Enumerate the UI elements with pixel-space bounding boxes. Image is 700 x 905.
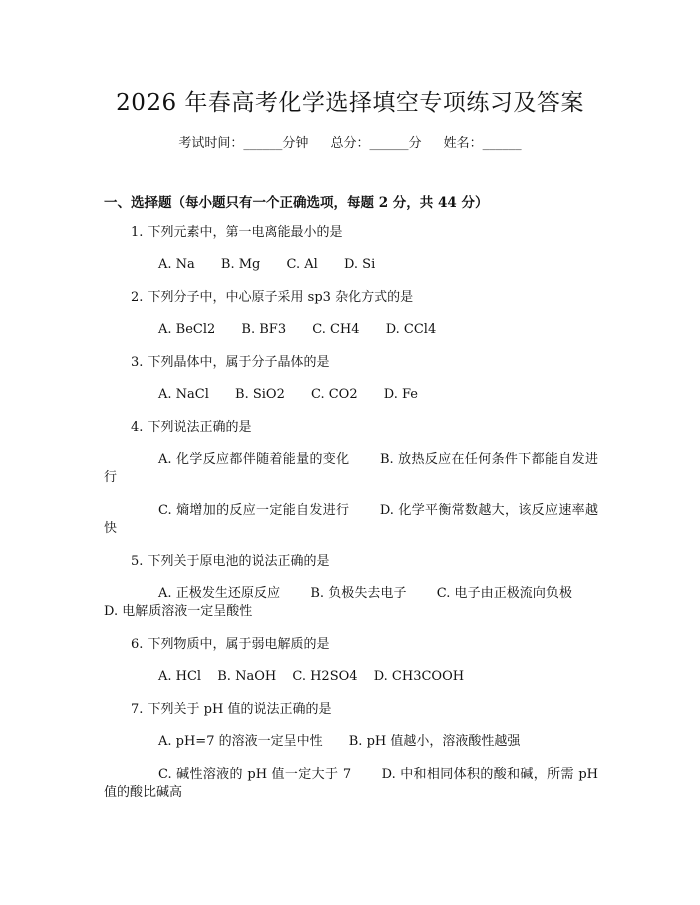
option-b: B. pH 值越小，溶液酸性越强 — [348, 734, 521, 749]
student-name: 姓名：______ — [443, 136, 522, 151]
option-a: A. 化学反应都伴随着能量的变化 — [158, 452, 350, 467]
option-a: A. 正极发生还原反应 — [158, 586, 281, 601]
question-6 — [104, 636, 598, 686]
option-a: A. NaCl — [158, 387, 209, 402]
option-a: A. BeCl2 — [158, 322, 216, 337]
option-b: B. SiO2 — [235, 387, 285, 402]
question-stem: 2. 下列分子中，中心原子采用 sp3 杂化方式的是 — [131, 290, 414, 305]
option-a: A. HCl — [158, 669, 202, 684]
question-stem: 5. 下列关于原电池的说法正确的是 — [131, 554, 330, 569]
option-c: C. 熵增加的反应一定能自发进行 — [158, 503, 350, 518]
option-list — [104, 585, 598, 621]
question-stem: 3. 下列晶体中，属于分子晶体的是 — [131, 355, 330, 370]
option-list — [158, 321, 598, 339]
option-c: C. CO2 — [310, 387, 358, 402]
option-list — [158, 668, 598, 686]
option-d: D. Fe — [383, 387, 418, 402]
option-list — [158, 386, 598, 404]
option-d: D. 电解质溶液一定呈酸性 — [104, 604, 253, 619]
option-list — [104, 766, 598, 802]
option-a: A. Na — [158, 257, 195, 272]
option-list — [158, 256, 598, 274]
option-d: D. 中和相同体积的酸和碱，所需 pH 值的酸比碱高 — [104, 767, 599, 800]
option-b: B. Mg — [220, 257, 261, 272]
option-b: B. 负极失去电子 — [310, 586, 407, 601]
question-1 — [104, 224, 598, 274]
exam-meta — [0, 132, 700, 151]
option-b: B. 放热反应在任何条件下都能自发进行 — [104, 452, 598, 485]
option-list — [158, 733, 598, 751]
question-list — [104, 224, 598, 817]
option-d: D. Si — [343, 257, 376, 272]
option-list — [104, 451, 598, 487]
option-d: D. 化学平衡常数越大，该反应速率越快 — [104, 503, 598, 536]
option-c: C. 电子由正极流向负极 — [436, 586, 572, 601]
question-2 — [104, 289, 598, 339]
option-c: C. CH4 — [312, 322, 360, 337]
option-c: C. 碱性溶液的 pH 值一定大于 7 — [158, 767, 352, 782]
option-a: A. pH=7 的溶液一定呈中性 — [158, 734, 323, 749]
question-stem: 4. 下列说法正确的是 — [131, 420, 252, 435]
option-d: D. CH3COOH — [373, 669, 465, 684]
question-3 — [104, 354, 598, 404]
question-stem: 1. 下列元素中，第一电离能最小的是 — [131, 225, 343, 240]
exam-time: 考试时间：______分钟 — [178, 136, 309, 151]
question-stem: 6. 下列物质中，属于弱电解质的是 — [131, 637, 330, 652]
question-4 — [104, 419, 598, 538]
option-c: C. Al — [286, 257, 318, 272]
option-c: C. H2SO4 — [292, 669, 358, 684]
question-5 — [104, 553, 598, 621]
option-b: B. NaOH — [217, 669, 277, 684]
question-stem: 7. 下列关于 pH 值的说法正确的是 — [131, 702, 332, 717]
option-b: B. BF3 — [241, 322, 287, 337]
section-heading: 一、选择题（每小题只有一个正确选项，每题 2 分，共 44 分） — [104, 195, 489, 211]
page-title: 2026 年春高考化学选择填空专项练习及答案 — [116, 90, 584, 116]
total-score: 总分：______分 — [330, 136, 422, 151]
option-d: D. CCl4 — [385, 322, 437, 337]
question-7 — [104, 701, 598, 802]
option-list — [104, 502, 598, 538]
